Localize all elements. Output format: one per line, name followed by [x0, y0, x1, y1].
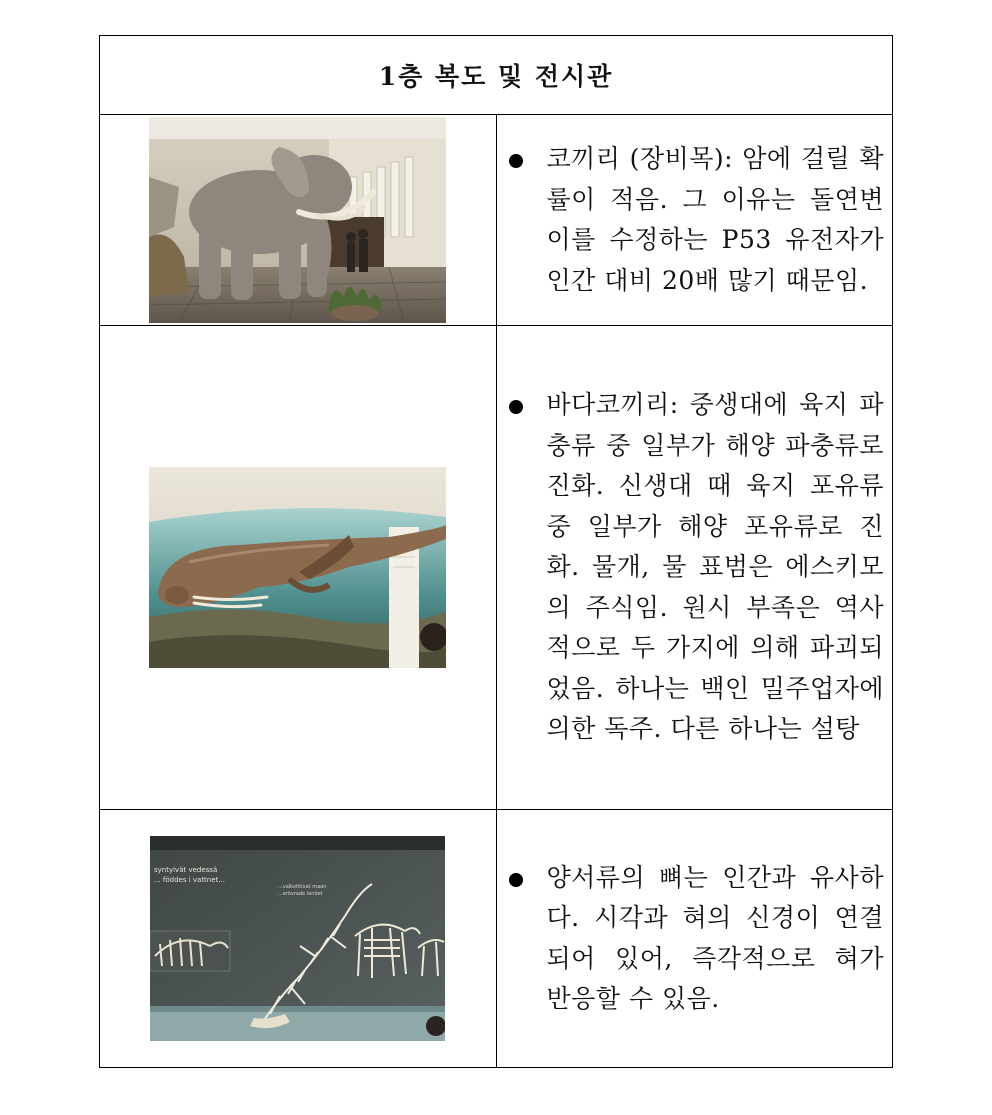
elephant-photo — [149, 117, 446, 323]
photo-cell — [100, 810, 497, 1068]
table-row — [100, 115, 893, 326]
description-cell — [496, 326, 893, 810]
table-title: 1층 복도 및 전시관 — [100, 36, 893, 115]
description-text: 코끼리 (장비목): 암에 걸릴 확률이 적음. 그 이유는 돌연변이를 수정하는 P53 유전자가 인간 대비 20배 많기 때문임. — [546, 144, 884, 295]
sign-text: ... föddes i vattnet... — [154, 876, 226, 884]
sign-text: syntyivät vedessä — [154, 866, 218, 874]
description-text: 바다코끼리: 중생대에 육지 파충류 중 일부가 해양 파충류로 진화. 신생대 때 육지 포유류 중 일부가 해양 포유류로 진화. 물개, 물 표범은 에스키모의 주식임. 원시 부족은 역사적으로 두 가지에 의해 파괴되었음. 하나는 백인 밀주업자에 의한 독주. 다른 하나는 설탕 — [546, 390, 884, 744]
bullet-item — [509, 139, 885, 301]
description-cell — [496, 115, 893, 326]
bullet-item — [509, 385, 885, 750]
skeleton-exhibit-photo — [150, 836, 445, 1041]
sign-text: ...valkoittivat maan — [278, 884, 327, 890]
photo-cell — [100, 115, 497, 326]
walrus-photo — [149, 467, 446, 668]
table-row — [100, 326, 893, 810]
sign-text: ...erövrade landet — [278, 891, 323, 897]
bullet-icon — [509, 154, 523, 168]
bullet-icon — [509, 400, 523, 414]
exhibit-table — [99, 35, 893, 1068]
bullet-item — [509, 858, 885, 1020]
photo-cell — [100, 326, 497, 810]
bullet-icon — [509, 873, 523, 887]
description-text: 양서류의 뼈는 인간과 유사하다. 시각과 혀의 신경이 연결되어 있어, 즉각적으로 혀가 반응할 수 있음. — [546, 862, 884, 1013]
table-row — [100, 810, 893, 1068]
description-cell — [496, 810, 893, 1068]
